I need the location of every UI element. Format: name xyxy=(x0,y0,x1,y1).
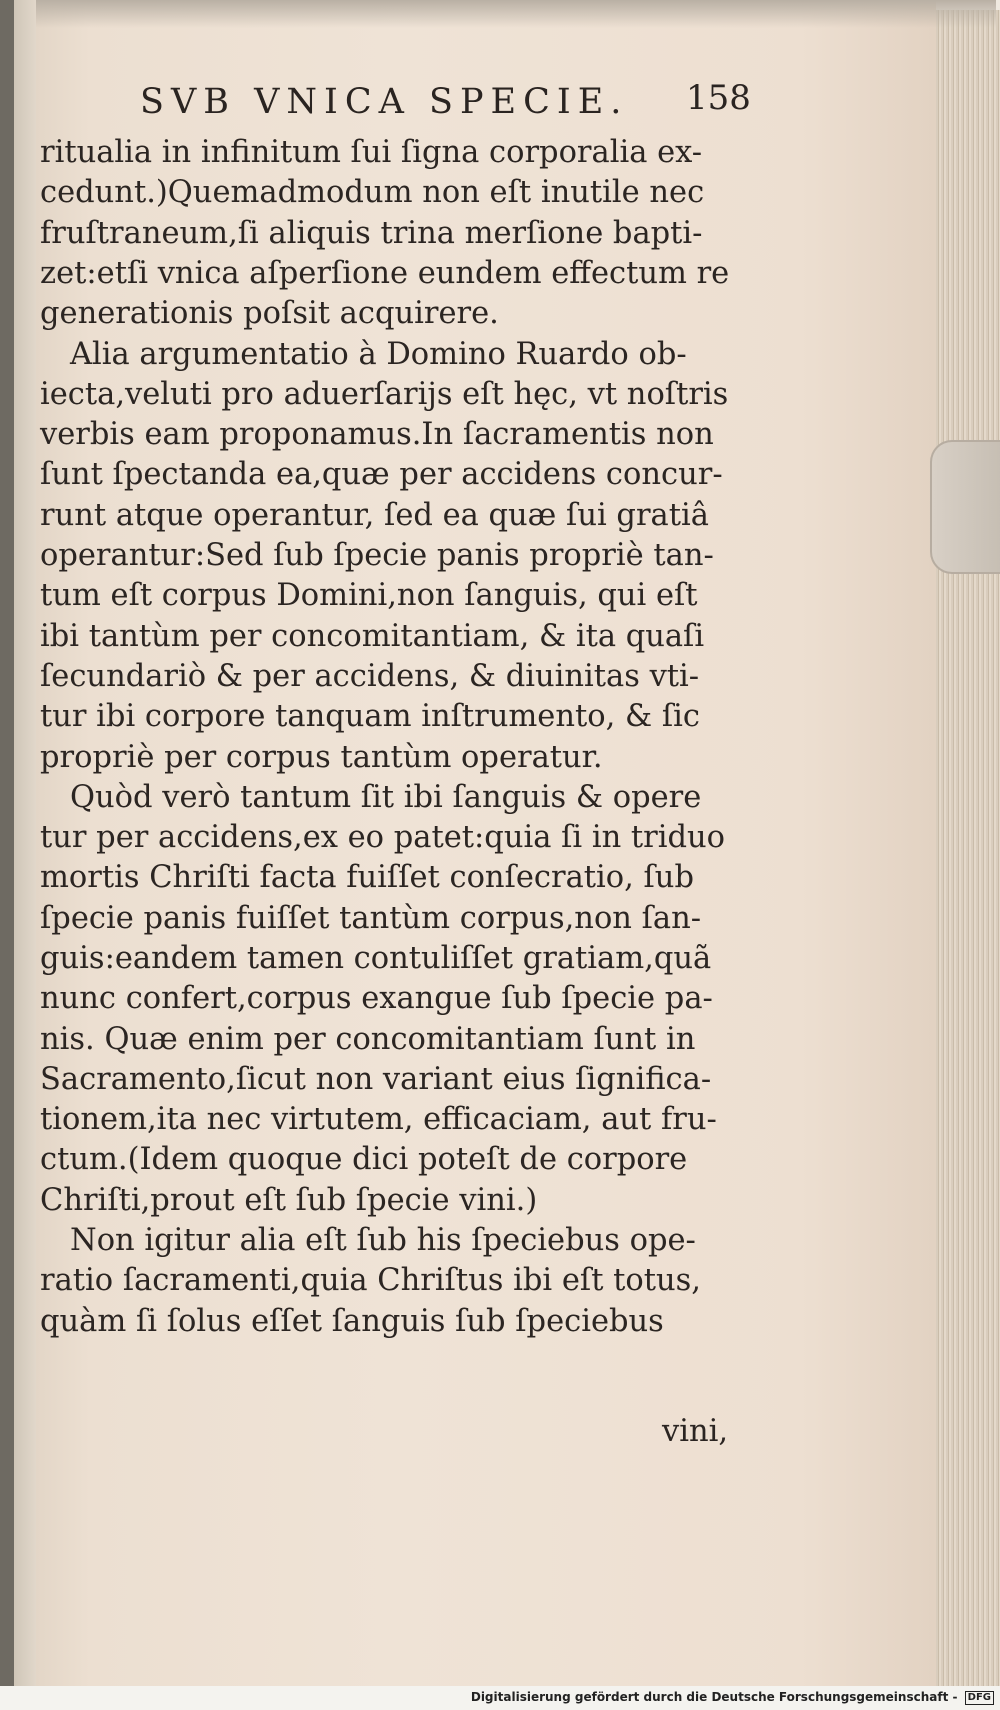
text-line: Chriſti,prout eſt ſub ſpecie vini.) xyxy=(40,1183,538,1218)
page-number: 158 xyxy=(686,78,751,118)
text-line: ratio ſacramenti,quia Chriſtus ibi eſt totus, xyxy=(40,1263,702,1298)
text-line: ibi tantùm per concomitantiam, & ita quaſi xyxy=(40,619,705,654)
text-line: cedunt.)Quemadmodum non eſt inutile nec xyxy=(40,175,705,210)
catchword: vini, xyxy=(662,1414,729,1449)
text-line: generationis poſsit acquirere. xyxy=(40,296,499,331)
text-line: propriè per corpus tantùm operatur. xyxy=(40,740,603,775)
text-line: ſecundariò & per accidens, & diuinitas vti- xyxy=(40,659,700,694)
text-line: tum eſt corpus Domini,non ſanguis, qui eſt xyxy=(40,578,698,613)
text-line: nunc confert,corpus exangue ſub ſpecie pa- xyxy=(40,981,713,1016)
text-line: tur per accidens,ex eo patet:quia ſi in triduo xyxy=(40,820,726,855)
clip-tab xyxy=(930,440,1000,574)
dfg-logo-icon: DFG xyxy=(965,1691,994,1705)
funding-credit xyxy=(471,1690,994,1705)
text-line: iecta,veluti pro aduerſarijs eſt hęc, vt noſtris xyxy=(40,377,729,412)
text-line: mortis Chriſti facta fuiſſet conſecratio, ſub xyxy=(40,860,694,895)
text-line: verbis eam proponamus.In ſacramentis non xyxy=(40,417,714,452)
text-line: Sacramento,ſicut non variant eius ſignifica- xyxy=(40,1062,712,1097)
text-line: Non igitur alia eſt ſub his ſpeciebus ope- xyxy=(70,1223,696,1258)
text-line: quàm ſi ſolus eſſet ſanguis ſub ſpeciebus xyxy=(40,1304,664,1339)
text-line: nis. Quæ enim per concomitantiam ſunt in xyxy=(40,1022,696,1057)
text-line: runt atque operantur, ſed ea quæ ſui gratiâ xyxy=(40,498,709,533)
footer-bar xyxy=(0,1686,1000,1710)
text-line: Quòd verò tantum ſit ibi ſanguis & opere xyxy=(70,780,702,815)
running-title: SVB VNICA SPECIE. xyxy=(140,82,629,122)
page-fore-edge xyxy=(936,10,1000,1686)
book-spine xyxy=(0,0,14,1686)
text-line: zet:etſi vnica aſperſione eundem effectum re xyxy=(40,256,730,291)
text-line: ſunt ſpectanda ea,quæ per accidens concur- xyxy=(40,457,723,492)
text-line: operantur:Sed ſub ſpecie panis propriè tan- xyxy=(40,538,714,573)
text-line: ſpecie panis fuiſſet tantùm corpus,non ſan- xyxy=(40,901,702,936)
funding-credit-text: Digitalisierung gefördert durch die Deutsche Forschungsgemeinschaft - xyxy=(470,1690,958,1704)
text-line: ritualia in infinitum ſui ſigna corporalia ex- xyxy=(40,135,703,170)
text-line: fruſtraneum,ſi aliquis trina merſione bapti- xyxy=(40,216,703,251)
text-line: guis:eandem tamen contuliſſet gratiam,quã xyxy=(40,941,712,976)
text-line: tur ibi corpore tanquam inſtrumento, & ſic xyxy=(40,699,700,734)
top-shadow xyxy=(36,0,996,28)
text-line: tionem,ita nec virtutem, efficaciam, aut fru- xyxy=(40,1102,717,1137)
text-line: ctum.(Idem quoque dici poteſt de corpore xyxy=(40,1142,688,1177)
text-line: Alia argumentatio à Domino Ruardo ob- xyxy=(70,337,687,372)
